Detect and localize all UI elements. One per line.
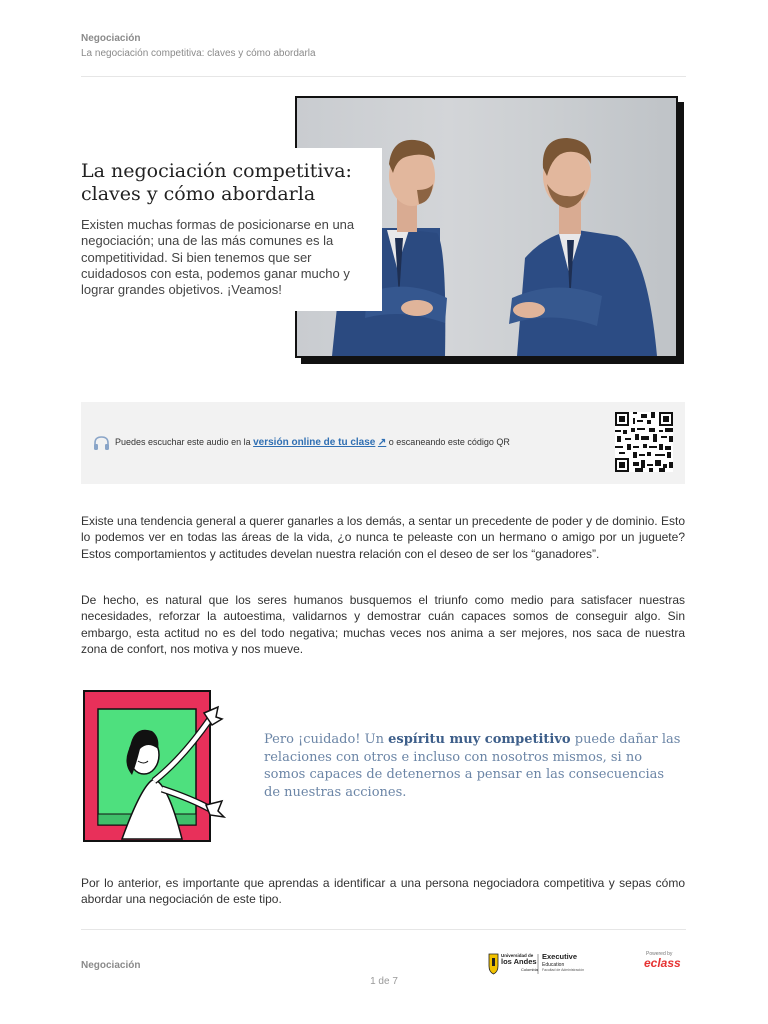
eclass-logo [644,951,681,970]
body-paragraph-1: Existe una tendencia general a querer ganarles a los demás, a sentar un precedente de poder y de dominio. Esto lo podemos ver en todas las áreas de la vida, ¿o nunca te peleaste con un hermano o amigo por un juguete? Estos comportamientos y actitudes develan nuestra relación con el deseo de ser los “ganadores”. [81,514,685,561]
exec-line-1: Executive [542,952,578,961]
header-course-title: Negociación [81,33,141,44]
callout-quote-emphasis: espíritu muy competitivo [388,732,571,747]
header-divider [81,76,686,77]
uni-line-3: Colombia [521,967,538,972]
page-title: La negociación competitiva: claves y cómo abordarla [81,160,352,205]
header-document-subtitle: La negociación competitiva: claves y cómo abordarla [81,48,316,59]
hero-intro-text: Existen muchas formas de posicionarse en una negociación; una de las más comunes es la competitividad. Si bien tenemos que ser cuidadosos con esta, podemos ganar mucho y lograr grandes objetivos. ¡Veamos! [81,217,355,298]
online-class-link[interactable]: versión online de tu clase [253,437,376,448]
footer-course-title: Negociación [81,960,141,971]
callout-quote-start: Pero ¡cuidado! Un [264,732,389,747]
callout-quote-end: puede dañar las relaciones con otros e incluso con nosotros mismos, si no somos capaces de detenernos a pensar en las consecuencias de nuestras acciones. [264,732,681,800]
callout-quote [264,731,684,801]
footer-divider [81,929,686,930]
audio-suffix-text: o escaneando este código QR [388,437,510,447]
audio-callout-box [81,402,685,484]
body-paragraph-2: De hecho, es natural que los seres humanos busquemos el triunfo como medio para satisfacer nuestras necesidades, reforzar la autoestima, validarnos y demostrar cuán capaces somos de conseguir algo. Sin embargo, esta actitud no es del todo negativa; muchas veces nos anima a ser mejores, nos saca de nuestra zona de confort, nos motiva y nos mueve. [81,593,685,656]
headphones-icon [93,435,110,452]
woman-window-illustration [82,689,232,845]
uni-line-1: Universidad de [501,953,534,958]
qr-code[interactable] [615,412,673,472]
external-link-icon[interactable]: ↗ [377,437,387,448]
exec-line-3: Facultad de Administración [542,968,585,972]
powered-by-text: Powered by [646,951,673,957]
uni-line-2: los Andes [501,957,537,966]
businessman-right [509,138,657,356]
closing-paragraph: Por lo anterior, es importante que aprendas a identificar a una persona negociadora competitiva y sepas cómo abordar una negociación de este tipo. [81,876,685,907]
audio-prefix-text: Puedes escuchar este audio en la [115,437,251,447]
page-number: 1 de 7 [370,976,398,987]
eclass-wordmark: eclass [644,956,681,970]
exec-line-2: Education [542,962,565,968]
